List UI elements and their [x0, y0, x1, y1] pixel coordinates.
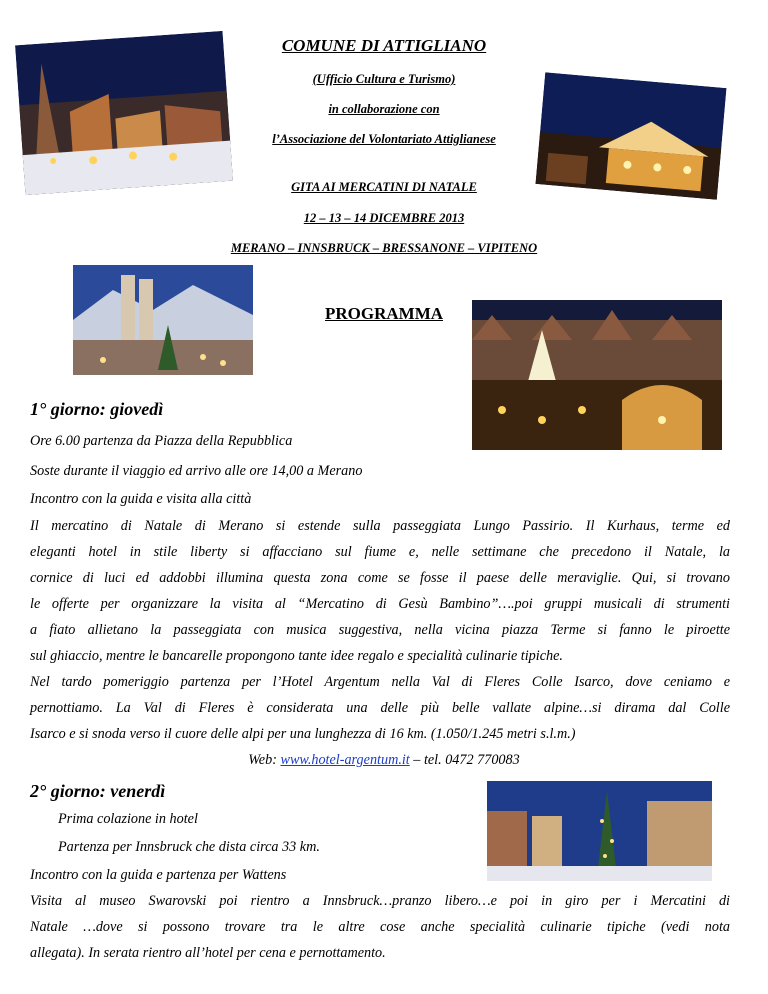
day1-paragraph-line: cornice di luci ed addobbi illumina questa zona come se fosse il paese delle meraviglie. Qui, si trovano	[30, 570, 730, 586]
associazione-line: l’Associazione del Volontariato Attiglianese	[272, 132, 496, 146]
day1-paragraph-line: Il mercatino di Natale di Merano si estende sulla passeggiata Lungo Passirio. Il Kurhaus, terme ed	[30, 518, 730, 534]
day1-line: Soste durante il viaggio ed arrivo alle ore 14,00 a Merano	[30, 463, 363, 479]
day2-line: Partenza per Innsbruck che dista circa 33 km.	[58, 839, 320, 855]
gita-route: MERANO – INNSBRUCK – BRESSANONE – VIPITENO	[230, 241, 538, 255]
day2-line: Prima colazione in hotel	[58, 811, 198, 827]
day1-paragraph-line: Nel tardo pomeriggio partenza per l’Hotel Argentum nella Val di Fleres Colle Isarco, dove ceniamo e	[30, 674, 730, 690]
day2-heading: 2° giorno: venerdì	[30, 781, 166, 801]
innsbruck-street-photo	[487, 781, 712, 881]
day1-paragraph-line: eleganti hotel in stile liberty si affacciano sul fiume e, nelle settimane che precedono il Natale, la	[30, 544, 730, 560]
day2-line: Incontro con la guida e partenza per Wattens	[30, 867, 287, 883]
hotel-phone: – tel. 0472 770083	[409, 752, 520, 768]
web-label: Web:	[248, 752, 281, 768]
day2-paragraph-line: Visita al museo Swarovski poi rientro a Innsbruck…pranzo libero…e poi in giro per i Mercatini di	[30, 893, 730, 909]
day1-paragraph-line: le offerte per organizzare la visita al “Mercatino di Gesù Bambino”….poi gruppi musicali di strumenti	[30, 596, 730, 612]
day1-paragraph-line: pernottiamo. La Val di Fleres è considerata una delle più belle vallate alpine…si dirama dal Colle	[30, 700, 730, 716]
gita-dates: 12 – 13 – 14 DICEMBRE 2013	[303, 211, 465, 225]
gita-title: GITA AI MERCATINI DI NATALE	[291, 180, 477, 194]
day2-paragraph-line: Natale …dove si possono trovare tra le altre cose anche specialità culinarie tipiche (vedi nota	[30, 919, 730, 935]
day1-paragraph-line: sul ghiaccio, mentre le bancarelle propongono tante idee regalo e specialità culinarie tipiche.	[30, 648, 563, 664]
day1-line: Incontro con la guida e visita alla città	[30, 491, 252, 507]
ufficio-subtitle: (Ufficio Cultura e Turismo)	[312, 72, 456, 86]
day2-paragraph-line: allegata). In serata rientro all’hotel per cena e pernottamento.	[30, 945, 386, 961]
day1-paragraph-line: Isarco e si snoda verso il cuore delle alpi per una lunghezza di 16 km. (1.050/1.245 metri s.l.m.)	[30, 726, 576, 742]
day1-paragraph-line: a fiato allietano la passeggiata con musica suggestiva, nella vicina piazza Terme si fanno le piroette	[30, 622, 730, 638]
collaborazione-line: in collaborazione con	[328, 102, 440, 116]
programma-heading: PROGRAMMA	[324, 304, 444, 323]
day1-heading: 1° giorno: giovedì	[30, 399, 164, 419]
hotel-website-link[interactable]: www.hotel-argentum.it	[280, 752, 410, 768]
comune-title: COMUNE DI ATTIGLIANO	[281, 36, 487, 55]
day1-line: Ore 6.00 partenza da Piazza della Repubblica	[30, 433, 293, 449]
hotel-web-line	[0, 752, 768, 769]
